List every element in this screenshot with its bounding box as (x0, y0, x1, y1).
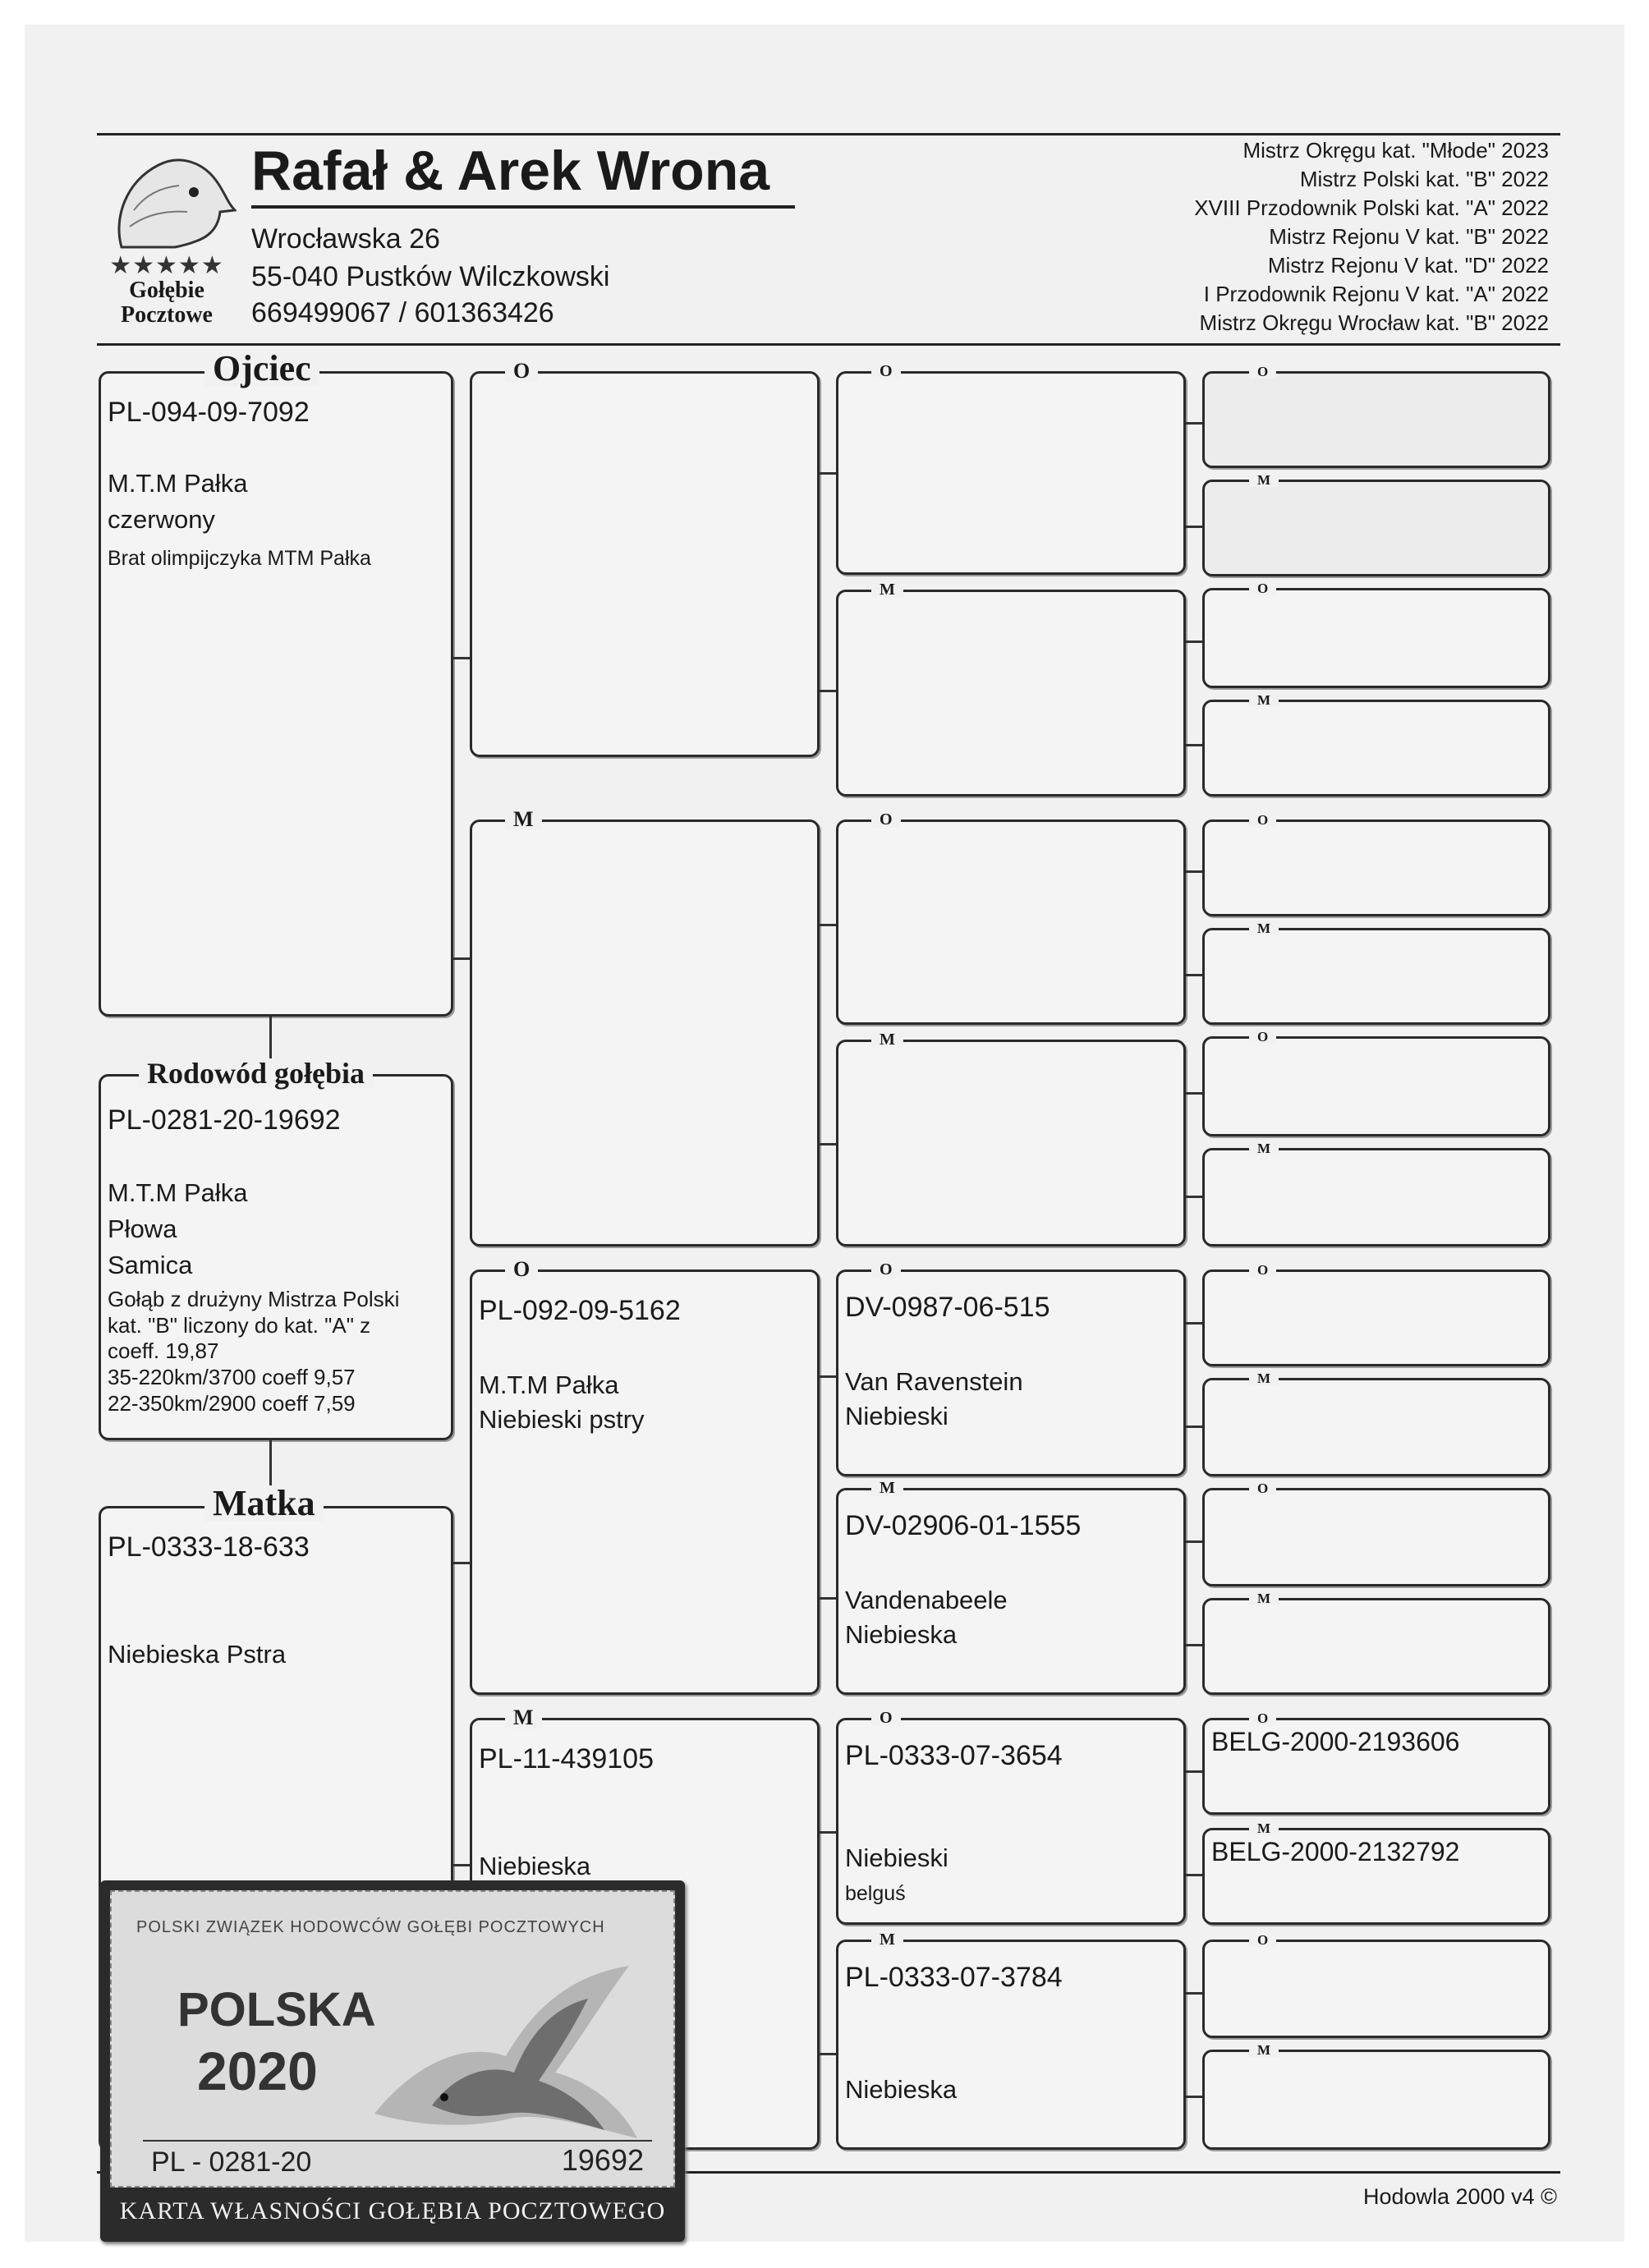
gp7-line2: belguś (845, 1882, 906, 1905)
connector (820, 690, 836, 692)
dam-dam-ring: PL-11-439105 (479, 1743, 654, 1774)
bird-box (99, 1057, 453, 1440)
gp4-box (836, 1031, 1186, 1246)
ggp8-box (1202, 1141, 1550, 1246)
logo-text-1: Gołębie (129, 278, 204, 303)
connector (1186, 1770, 1202, 1773)
bird-line3: Samica (108, 1251, 193, 1279)
connector (1186, 422, 1202, 425)
father-line2: czerwony (108, 505, 215, 534)
ggp6-box (1202, 921, 1550, 1025)
bird-note: 35-220km/3700 coeff 9,57 (108, 1365, 356, 1390)
ggp3-box (1202, 581, 1550, 688)
card-inner (110, 1890, 675, 2188)
sire-dam-box (470, 807, 820, 1246)
gp6-ring: DV-02906-01-1555 (845, 1510, 1082, 1541)
achievement-item: Mistrz Okręgu Wrocław kat. "B" 2022 (1199, 310, 1549, 335)
ggp13-box (1202, 1710, 1550, 1815)
dam-dam-line1: Niebieska (479, 1852, 591, 1880)
m-label: M (871, 581, 903, 598)
dam-sire-ring: PL-092-09-5162 (479, 1295, 681, 1326)
pigeon-head-icon (97, 145, 237, 251)
ownership-card (100, 1880, 685, 2242)
achievement-item: Mistrz Okręgu kat. "Młode" 2023 (1242, 138, 1549, 163)
ggp9-box (1202, 1262, 1550, 1366)
sire-sire-box (470, 359, 820, 757)
father-line1: M.T.M Pałka (108, 469, 248, 498)
pedigree-title: Rodowód gołębia (139, 1058, 373, 1088)
gp7-ring: PL-0333-07-3654 (845, 1740, 1063, 1771)
logo-stars: ★★★★★ (109, 252, 224, 279)
mother-title: Matka (204, 1485, 324, 1522)
m-label: M (1249, 921, 1279, 935)
ggp4-box (1202, 692, 1550, 797)
gp6-box (836, 1479, 1186, 1695)
card-country: POLSKA (177, 1983, 376, 2036)
ggp10-box (1202, 1370, 1550, 1476)
m-label: M (505, 1707, 542, 1729)
o-label: O (1249, 1933, 1276, 1947)
ggp13-ring: BELG-2000-2193606 (1211, 1727, 1460, 1756)
header-top-rule (97, 133, 1560, 135)
connector (453, 657, 471, 659)
gp8-line1: Niebieska (845, 2075, 958, 2104)
m-label: M (1249, 473, 1279, 487)
connector (820, 1597, 836, 1600)
connector (1186, 2096, 1202, 2098)
connector (820, 472, 836, 475)
o-label: O (871, 363, 901, 379)
card-association: POLSKI ZWIĄZEK HODOWCÓW GOŁĘBI POCZTOWYCH (136, 1918, 605, 1936)
m-label: M (871, 1480, 903, 1496)
card-ring-row (143, 2140, 652, 2179)
gp6-line1: Vandenabeele (845, 1586, 1008, 1614)
gp8-box (836, 1931, 1186, 2150)
achievements-list (1194, 136, 1549, 337)
bird-note: kat. "B" liczony do kat. "A" z (108, 1312, 371, 1338)
father-note: Brat olimpijczyka MTM Pałka (108, 547, 371, 570)
connector (1186, 640, 1202, 643)
connector (453, 1562, 471, 1564)
o-label: O (1249, 365, 1276, 379)
connector (1186, 1644, 1202, 1646)
connector (1186, 1322, 1202, 1325)
logo (97, 145, 237, 333)
achievement-item: XVIII Przodownik Polski kat. "A" 2022 (1194, 195, 1549, 220)
mother-line1: Niebieska Pstra (108, 1640, 287, 1669)
m-label: M (1249, 1371, 1279, 1385)
bird-ring: PL-0281-20-19692 (108, 1104, 341, 1136)
achievement-item: Mistrz Rejonu V kat. "D" 2022 (1267, 253, 1549, 278)
connector (820, 924, 836, 926)
gp5-line1: Van Ravenstein (845, 1367, 1023, 1396)
father-title: Ojciec (204, 351, 319, 387)
o-label: O (1249, 1711, 1276, 1725)
dam-sire-line1: M.T.M Pałka (479, 1370, 619, 1399)
connector (1186, 1092, 1202, 1095)
connector (1186, 870, 1202, 873)
ggp5-box (1202, 812, 1550, 916)
breeder-phone: 669499067 / 601363426 (251, 297, 554, 328)
connector (1186, 1540, 1202, 1543)
m-label: M (1249, 693, 1279, 707)
card-ring-number: 19692 (561, 2143, 644, 2177)
connector (1186, 1196, 1202, 1198)
dam-sire-line2: Niebieski pstry (479, 1405, 645, 1434)
gp2-box (836, 581, 1186, 797)
ggp7-box (1202, 1029, 1550, 1136)
o-label: O (1249, 1481, 1276, 1495)
achievement-item: Mistrz Rejonu V kat. "B" 2022 (1269, 224, 1549, 249)
breeder-name: Rafał & Arek Wrona (251, 140, 770, 202)
achievement-item: I Przodownik Rejonu V kat. "A" 2022 (1203, 282, 1549, 306)
m-label: M (871, 1031, 903, 1048)
ggp2-box (1202, 472, 1550, 576)
card-ring-prefix: PL - 0281-20 (151, 2146, 312, 2178)
connector (1186, 744, 1202, 746)
bird-note: 22-350km/2900 coeff 7,59 (108, 1390, 356, 1416)
o-label: O (871, 811, 901, 828)
gp1-box (836, 362, 1186, 575)
connector (1186, 1426, 1202, 1428)
connector (1186, 526, 1202, 528)
card-year: 2020 (197, 2041, 318, 2101)
achievement-item: Mistrz Polski kat. "B" 2022 (1299, 167, 1549, 191)
ggp11-box (1202, 1481, 1550, 1586)
connector (269, 1017, 272, 1063)
connector (820, 1143, 836, 1145)
bird-note: coeff. 19,87 (108, 1338, 219, 1364)
o-label: O (1249, 581, 1276, 595)
m-label: M (1249, 1591, 1279, 1605)
father-box (99, 348, 453, 1017)
o-label: O (505, 1259, 538, 1280)
gp8-ring: PL-0333-07-3784 (845, 1962, 1063, 1993)
card-footer: KARTA WŁASNOŚCI GOŁĘBIA POCZTOWEGO (119, 2197, 666, 2224)
bird-note: Gołąb z drużyny Mistrza Polski (108, 1287, 400, 1311)
o-label: O (505, 360, 538, 382)
m-label: M (1249, 1141, 1279, 1155)
connector (820, 2053, 836, 2055)
connector (1186, 974, 1202, 976)
o-label: O (871, 1261, 901, 1278)
connector (453, 1864, 471, 1866)
connector (453, 957, 471, 960)
connector (820, 1831, 836, 1834)
breeder-city: 55-040 Pustków Wilczkowski (251, 261, 610, 292)
o-label: O (1249, 813, 1276, 827)
breeder-street: Wrocławska 26 (251, 223, 440, 255)
o-label: O (1249, 1263, 1276, 1277)
bird-line1: M.T.M Pałka (108, 1178, 248, 1207)
gp6-line2: Niebieska (845, 1620, 958, 1649)
gp5-box (836, 1260, 1186, 1476)
ggp14-box (1202, 1820, 1550, 1925)
header-bottom-rule (97, 343, 1560, 346)
gp5-ring: DV-0987-06-515 (845, 1292, 1050, 1323)
m-label: M (1249, 1821, 1279, 1835)
footer-credit: Hodowla 2000 v4 © (1362, 2184, 1557, 2209)
gp3-box (836, 810, 1186, 1025)
connector (1186, 1874, 1202, 1876)
o-label: O (871, 1710, 901, 1726)
ggp14-ring: BELG-2000-2132792 (1211, 1837, 1460, 1866)
ggp1-box (1202, 364, 1550, 468)
ggp16-box (1202, 2042, 1550, 2150)
gp7-box (836, 1709, 1186, 1925)
dam-sire-box (470, 1257, 820, 1695)
connector (1186, 1992, 1202, 1995)
o-label: O (1249, 1030, 1276, 1044)
gp5-line2: Niebieski (845, 1402, 949, 1430)
father-ring: PL-094-09-7092 (108, 397, 310, 428)
mother-ring: PL-0333-18-633 (108, 1531, 310, 1563)
logo-text-2: Pocztowe (121, 302, 213, 328)
breeder-name-underline (251, 205, 795, 209)
gp7-line1: Niebieski (845, 1843, 949, 1872)
pigeon-silhouette-icon (358, 1949, 654, 2163)
connector (820, 1375, 836, 1378)
m-label: M (871, 1931, 903, 1948)
bird-notes (108, 1287, 446, 1417)
m-label: M (1249, 2043, 1279, 2057)
ggp15-box (1202, 1932, 1550, 2038)
bird-line2: Płowa (108, 1214, 177, 1243)
ggp12-box (1202, 1591, 1550, 1695)
m-label: M (505, 809, 542, 830)
